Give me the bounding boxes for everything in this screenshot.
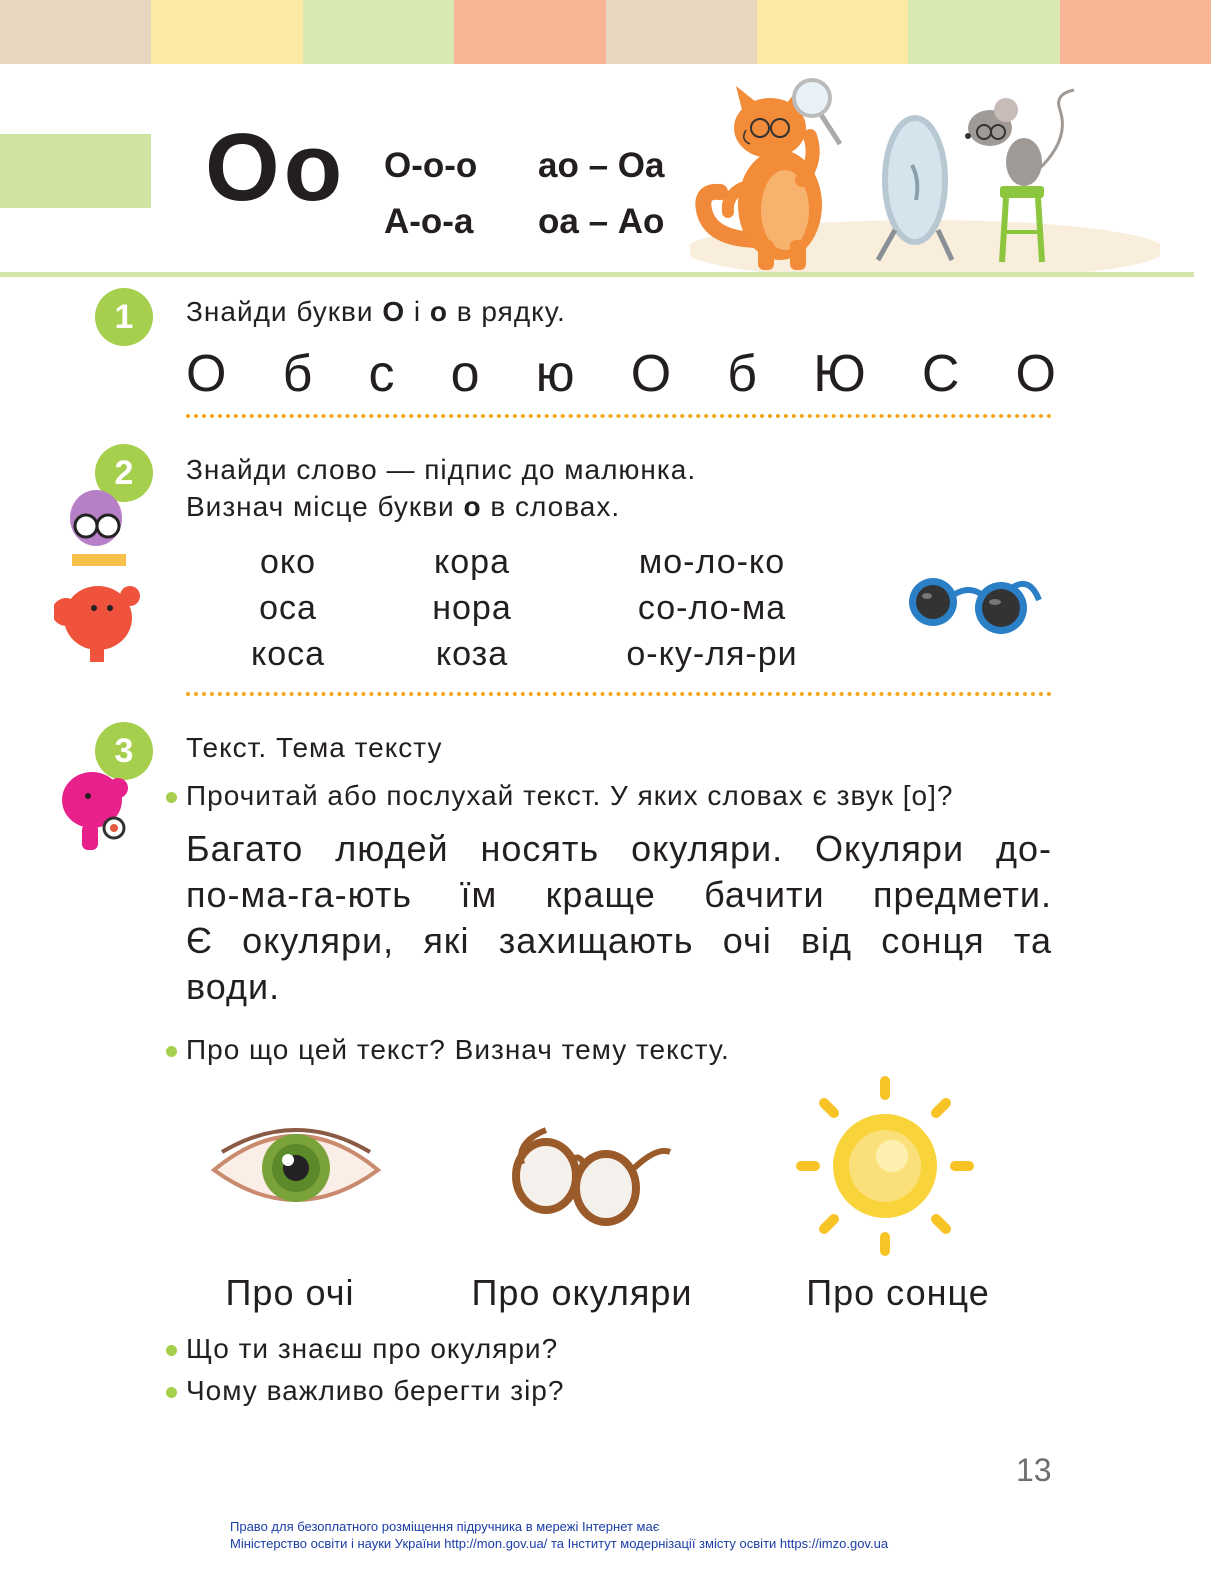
task2-line2-c: в словах. — [481, 491, 621, 522]
task2-line2-b: о — [463, 491, 482, 522]
task3-title: Текст. Тема тексту — [186, 732, 443, 763]
syllable-3: А-о-а — [384, 202, 474, 241]
footer-line-2: Міністерство освіти і науки України http://mon.gov.ua/ та Інститут модернізації змісту освіти https://imzo.gov.ua — [230, 1536, 889, 1551]
word-item: кора — [434, 543, 510, 581]
letter-row — [186, 344, 1056, 404]
word-item: око — [259, 543, 317, 581]
task3-bullet-read: Прочитай або послухай текст. У яких словах є звук [о]? — [186, 780, 954, 811]
task1-text-d: о — [429, 296, 448, 327]
task1-text-b: О — [382, 296, 406, 327]
syllable-4: оа – Ао — [538, 202, 665, 241]
bullet-dot — [166, 792, 177, 803]
stripe — [908, 0, 1059, 64]
stripe — [454, 0, 605, 64]
syllable-1: О-о-о — [384, 146, 478, 185]
page-title-letter: Оо — [205, 114, 347, 221]
dotted-divider-1 — [186, 414, 1052, 422]
stripe — [757, 0, 908, 64]
task2-line2-a: Визнач місце букви — [186, 491, 464, 522]
cartoon-characters-icon — [54, 488, 144, 668]
pink-character-icon — [58, 766, 134, 856]
task-number-2: 2 — [95, 444, 153, 502]
reading-line-4: води. — [186, 966, 281, 1007]
letter-item: ю — [535, 345, 575, 403]
syllable-2: ао – Оа — [538, 146, 665, 185]
letter-item: о — [450, 345, 480, 403]
task3-bullet-know: Що ти знаєш про окуляри? — [186, 1333, 559, 1364]
caption-glasses: Про окуляри — [471, 1272, 693, 1313]
letter-item: О — [1015, 345, 1056, 403]
stripe — [1060, 0, 1211, 64]
page-number: 13 — [1016, 1452, 1052, 1488]
cat-mouse-mirror-illustration — [690, 70, 1160, 272]
word-item: коза — [435, 635, 509, 673]
top-color-stripes — [0, 0, 1211, 64]
sunglasses-icon — [905, 564, 1045, 644]
stripe — [0, 0, 151, 64]
bullet-dot — [166, 1345, 177, 1356]
letter-item: б — [727, 345, 758, 403]
reading-line-1: Багато людей носять окуляри. Окуляри до- — [186, 828, 1052, 869]
stripe — [606, 0, 757, 64]
task3-bullet-vision: Чому важливо берегти зір? — [186, 1375, 565, 1406]
task1-text-e: в рядку. — [447, 296, 566, 327]
task-number-3: 3 — [95, 722, 153, 780]
reading-text — [186, 826, 1052, 1010]
caption-eyes: Про очі — [225, 1272, 355, 1313]
task1-text-c: і — [405, 296, 430, 327]
reading-line-3: Є окуляри, які захищають очі від сонця та — [186, 920, 1052, 961]
letter-item: О — [630, 345, 672, 403]
eyeglasses-icon — [506, 1122, 674, 1226]
footer-line-1: Право для безоплатного розміщення підручника в мережі Інтернет має — [230, 1519, 660, 1534]
stripe — [151, 0, 302, 64]
header-divider — [0, 272, 1194, 277]
stripe — [303, 0, 454, 64]
word-item: мо-ло-ко — [638, 543, 786, 581]
eye-icon — [208, 1112, 384, 1220]
task2-instruction-line1: Знайди слово — підпис до малюнка. — [186, 454, 697, 485]
letter-item: С — [921, 345, 960, 403]
task3-bullet-topic: Про що цей текст? Визнач тему тексту. — [186, 1034, 730, 1065]
caption-sun: Про сонце — [806, 1272, 990, 1313]
bullet-dot — [166, 1387, 177, 1398]
header-green-tab — [0, 134, 151, 208]
task2-instruction-line2 — [186, 489, 620, 525]
word-item: оса — [259, 589, 317, 627]
letter-item: б — [282, 345, 313, 403]
letter-item: О — [186, 345, 227, 403]
dotted-divider-2 — [186, 692, 1052, 700]
letter-item: Ю — [813, 345, 866, 403]
word-item: со-ло-ма — [637, 589, 787, 627]
word-item: коса — [250, 635, 326, 673]
task1-instruction — [186, 294, 566, 330]
letter-item: с — [368, 345, 395, 403]
task-number-1: 1 — [95, 288, 153, 346]
word-item: нора — [432, 589, 512, 627]
word-item: о-ку-ля-ри — [626, 635, 798, 673]
bullet-dot — [166, 1046, 177, 1057]
footer-notice — [230, 1518, 888, 1552]
sun-icon — [796, 1076, 974, 1256]
reading-line-2: по-ма-га-ють їм краще бачити предмети. — [186, 874, 1052, 915]
task1-text-a: Знайди букви — [186, 296, 383, 327]
